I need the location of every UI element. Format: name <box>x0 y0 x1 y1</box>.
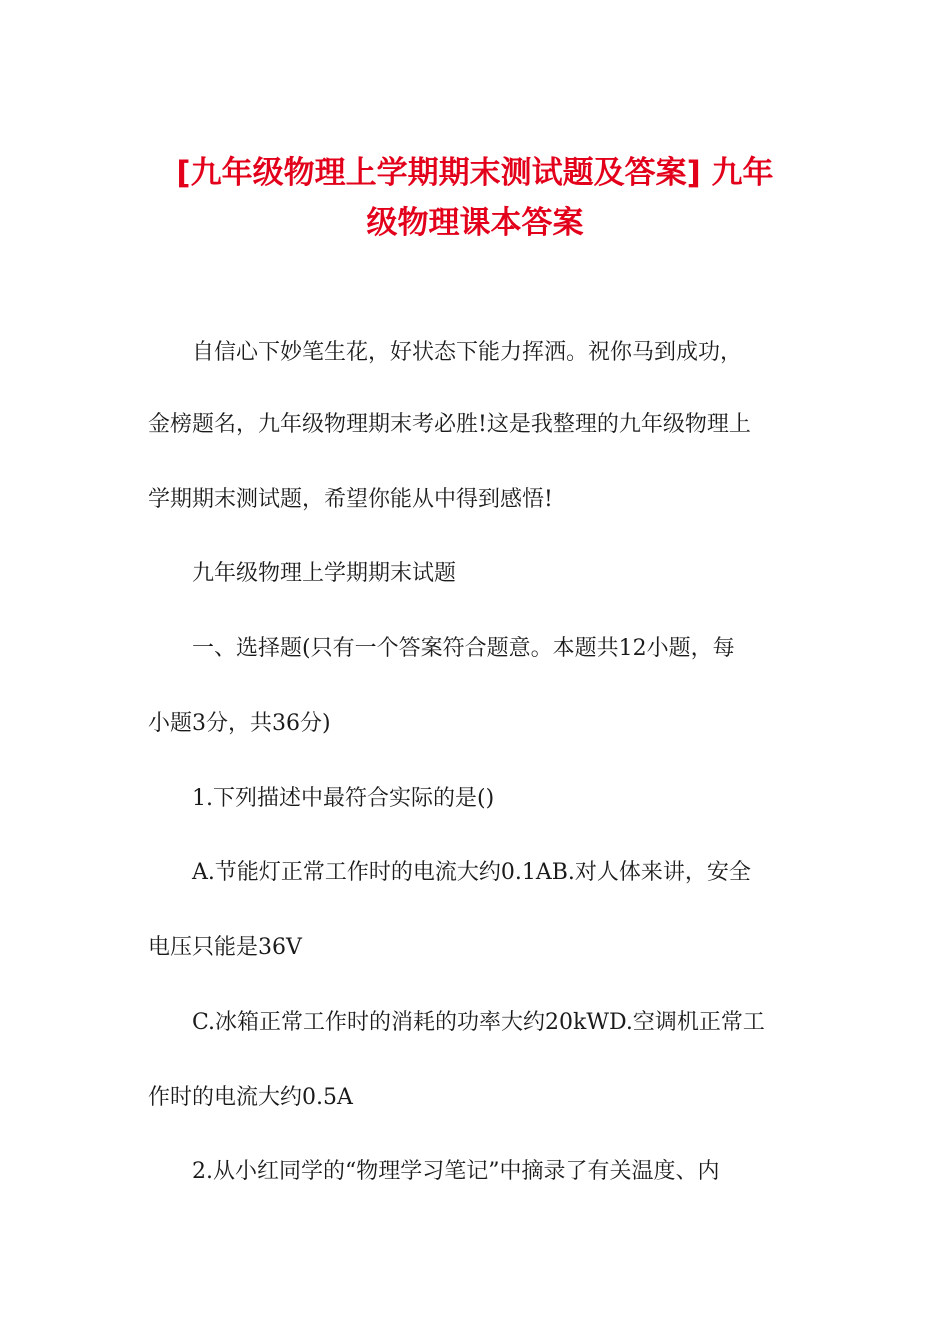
question-line: 2.从小红同学的“物理学习笔记”中摘录了有关温度、内 <box>192 1159 720 1184</box>
paragraph-line: 一、选择题(只有一个答案符合题意。本题共12小题，每 <box>192 636 735 661</box>
option-line: A.节能灯正常工作时的电流大约0.1AB.对人体来讲，安全 <box>192 860 751 885</box>
paragraph-line: 金榜题名，九年级物理期末考必胜!这是我整理的九年级物理上 <box>148 412 751 437</box>
title-line-1: [九年级物理上学期期末测试题及答案] 九年 <box>176 155 774 191</box>
question-line: 1.下列描述中最符合实际的是() <box>192 786 495 811</box>
option-line: C.冰箱正常工作时的消耗的功率大约20kWD.空调机正常工 <box>192 1010 765 1035</box>
paragraph-line: 学期期末测试题，希望你能从中得到感悟! <box>148 487 553 512</box>
title-line-2: 级物理课本答案 <box>366 205 584 241</box>
option-line: 电压只能是36V <box>148 935 302 960</box>
document-title <box>100 148 850 248</box>
paragraph-line: 小题3分，共36分) <box>148 711 331 736</box>
paragraph-line: 自信心下妙笔生花，好状态下能力挥洒。祝你马到成功， <box>192 340 743 365</box>
section-heading: 九年级物理上学期期末试题 <box>192 561 457 586</box>
option-line: 作时的电流大约0.5A <box>148 1085 353 1110</box>
